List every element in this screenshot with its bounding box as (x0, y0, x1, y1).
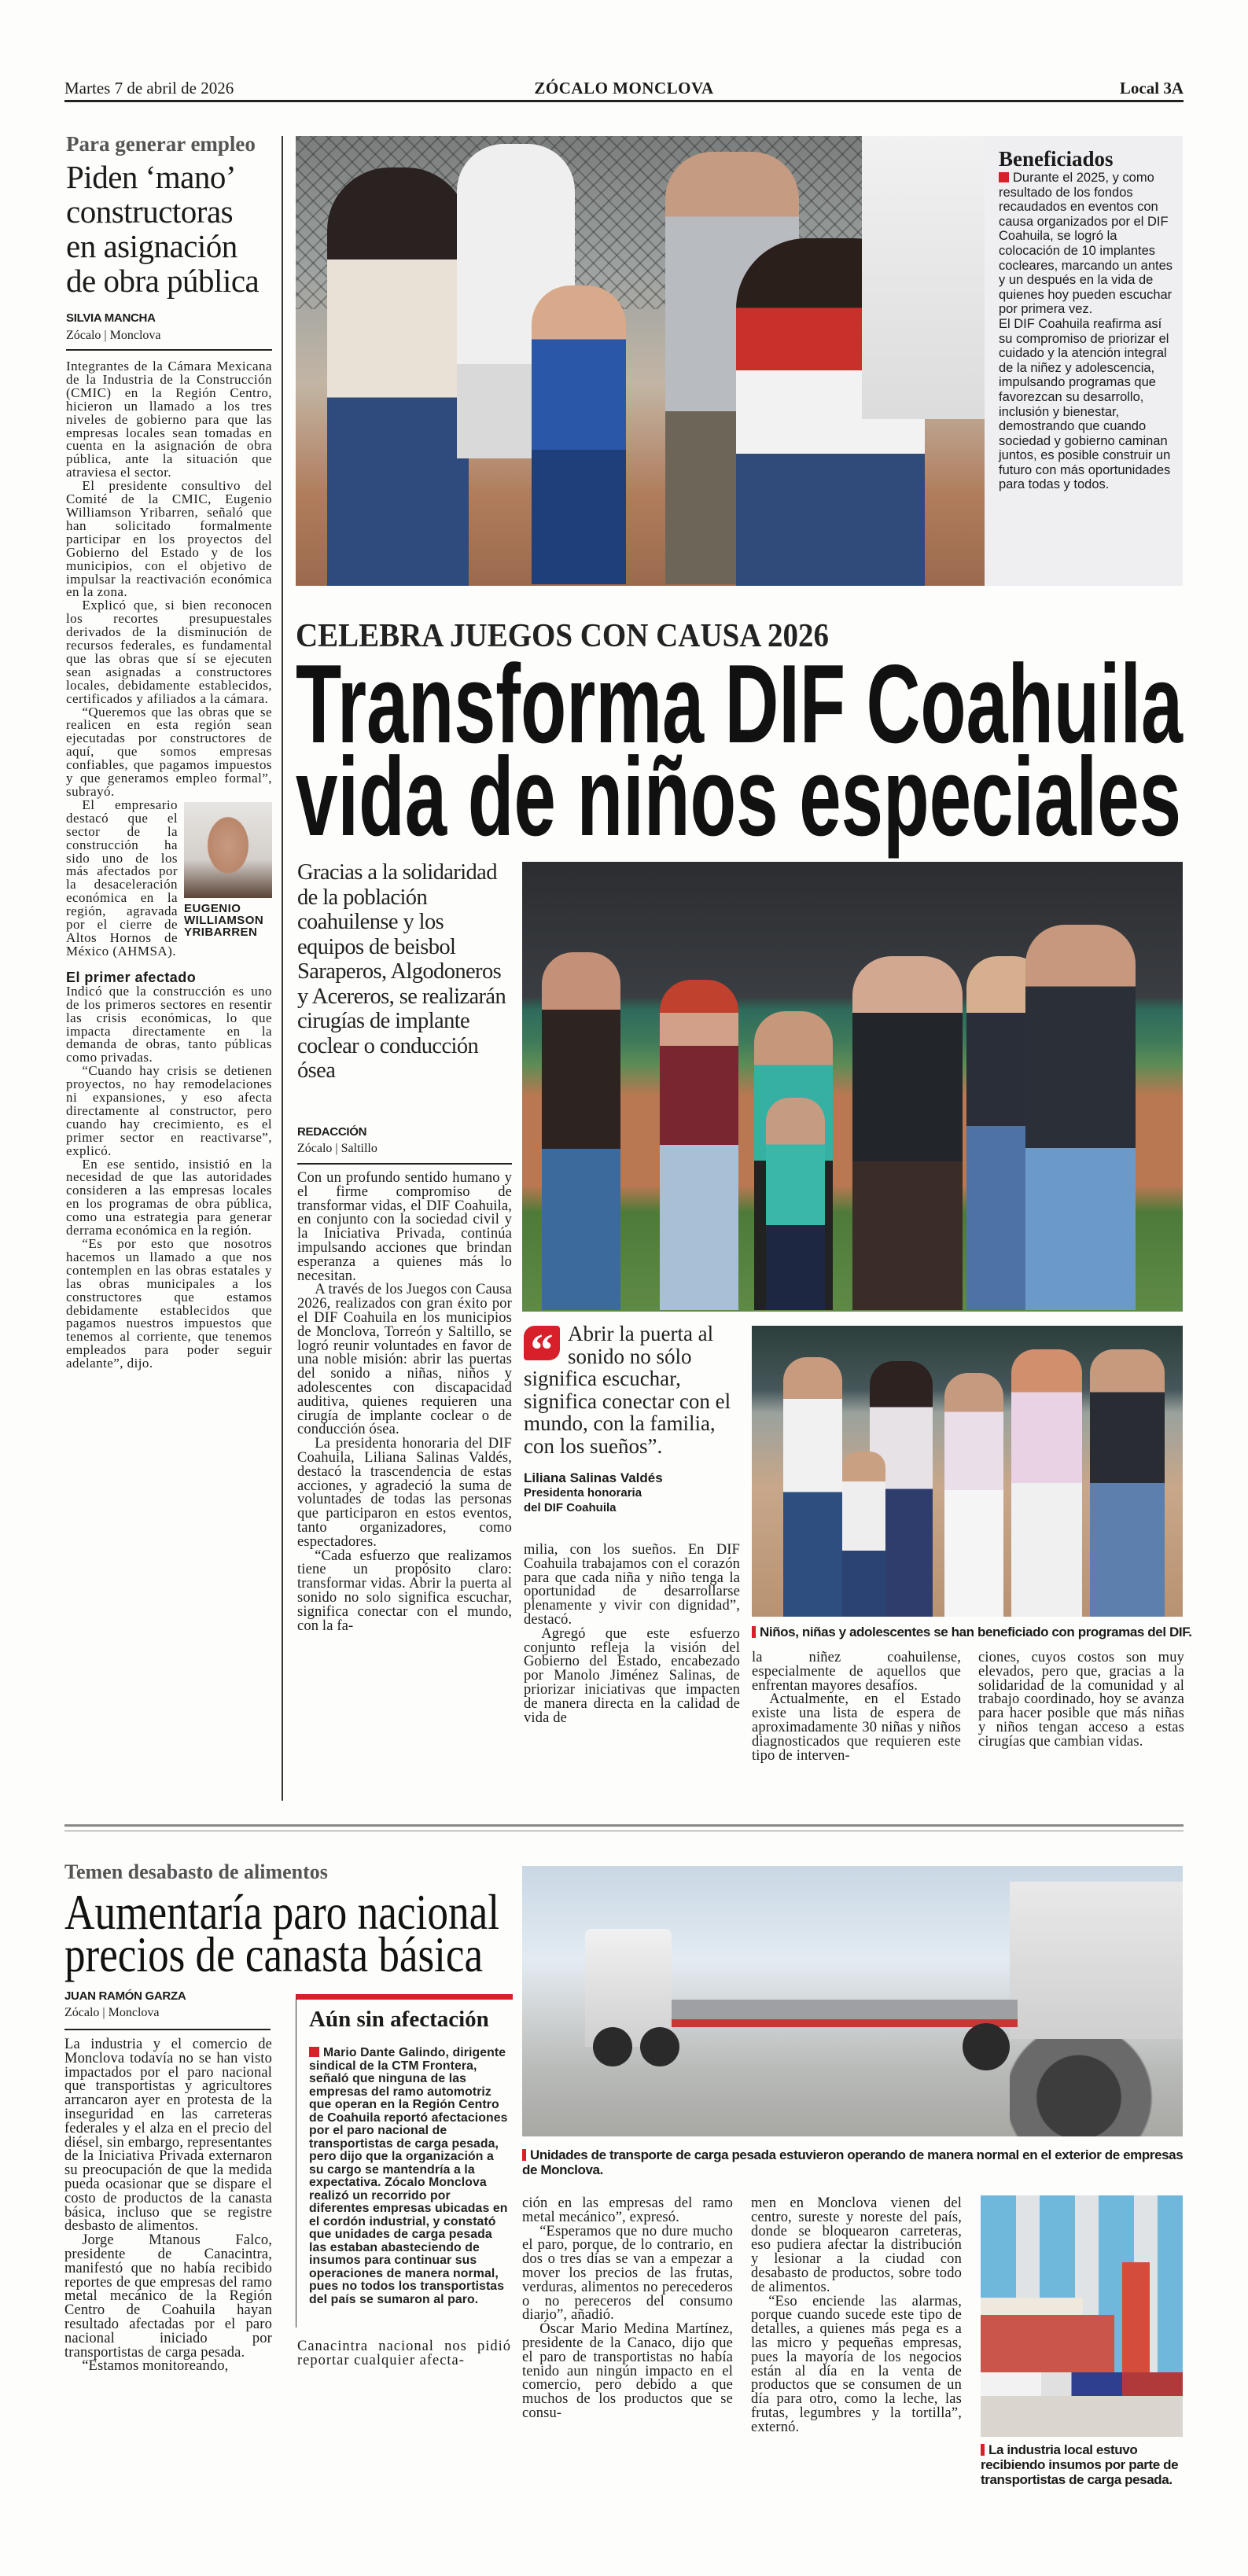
paragraph: milia, con los sueños. En DIF Coahuila trabajamos con el corazón para que cada niña y niño tenga la oportunidad de desarrollarse plenamente y vivir con dignidad”, destacó. (524, 1542, 740, 1628)
photo-baseball-event (296, 136, 985, 586)
paragraph: men en Monclova vienen del centro, sureste y noreste del país, donde se bloquearon carreteras, eso pudiera afectar la distribución y lesionar a la ciudad con desabasto de productos, sobre todo de alimentos. (751, 2195, 962, 2295)
story3-location: Zócalo | Monclova (64, 2006, 160, 2019)
quote-text: Abrir la puerta al sonido no sólo significa escuchar, significa conectar con el mundo, con la familia, con los sueños”. (524, 1322, 731, 1458)
paragraph: En ese sentido, insistió en la necesidad de que las autoridades consideren a las empresas locales en los programas de obra pública, como una estrategia para generar derrama económica en la región. (66, 1156, 272, 1238)
story1-location: Zócalo | Monclova (66, 329, 161, 342)
story3-body-col2 (297, 2340, 511, 2387)
caption-marker-icon (522, 2149, 526, 2161)
headline-line: Piden ‘mano’ (66, 159, 237, 195)
photo-caption (752, 1625, 1192, 1639)
byline-rule (66, 349, 272, 351)
paragraph: “Estamos monitoreando, (82, 2358, 229, 2375)
paragraph: El presidente consultivo del Comité de la CMIC, Eugenio Williamson Yribarren, señaló que han solicitado formalmente participar en los proyectos del Gobierno del Estado y de los municipios, con el objetivo de impulsar la reactivación económica en la zona. (66, 478, 272, 600)
paragraph: “Cuando hay crisis se detienen proyectos, no hay remodelaciones ni expansiones, y eso afecta directamente al constructor, pero cuando hay crecimiento, es el primer sector en reactivarse”, explicó. (66, 1063, 272, 1158)
story2-headline-line: Transforma DIF Coahuila (296, 642, 1184, 767)
headline-line: de obra pública (66, 263, 260, 299)
story1-kicker: Para generar empleo (66, 132, 256, 156)
bullet-square-icon (999, 172, 1009, 182)
paragraph: la niñez coahuilense, especialmente de aquellos que enfrentan mayores desafíos. (752, 1650, 961, 1694)
story2-headline-block (296, 613, 1184, 857)
headline-line: Aumentaría paro nacional (64, 1884, 499, 1940)
sidebar-title: Beneficiados (999, 147, 1114, 171)
story3-body-col1 (64, 2038, 272, 2494)
paragraph: Con un profundo sentido humano y el firme compromiso de transformar vidas, el DIF Coahuila, en conjunto con la sociedad civil y la Iniciativa Privada, continúa impulsando acciones que brindan esperanza a quienes más lo necesitan. (297, 1170, 512, 1284)
mugshot-caption: EUGENIO WILLIAMSON YRIBARREN (184, 901, 264, 939)
byline-rule (64, 2029, 271, 2030)
headline-line: constructoras (66, 193, 234, 230)
quote-mark-icon: “ (524, 1326, 560, 1360)
paragraph: Óscar Mario Medina Martínez, presidente de la Canaco, dijo que el paro de transportistas no había tenido aun ningún impacto en el comercio, pero debido a que muchos de los productos que se consu- (522, 2321, 733, 2421)
paragraph: “Queremos que las obras que se realicen en esta región sean ejecutadas por constructores de aquí, que somos empresas confiables, que pagamos impuestos y que generamos empleo formal”, subrayó. (66, 704, 272, 799)
section-separator (64, 1824, 1184, 1827)
photo-industrial-plant (981, 2195, 1183, 2437)
paragraph: ción en las empresas del ramo metal mecánico”, expresó. (522, 2195, 733, 2225)
caption-text: Niños, niñas y adolescentes se han beneficiado con programas del DIF. (760, 1625, 1192, 1639)
box-title: Aún sin afectación (309, 2007, 489, 2032)
header-rule (64, 100, 1184, 102)
story2-headline-line: vida de niños especiales (296, 734, 1181, 859)
story1-body (66, 360, 272, 1799)
sidebar-text (999, 171, 1175, 317)
paragraph: A través de los Juegos con Causa 2026, realizados con gran éxito por el DIF Coahuila en los municipios de Monclova, Torreón y Saltillo, se logró reunir voluntades en favor de una noble misión: abrir las puertas del sonido a niñas, niños y adolescentes con discapacidad auditiva, quienes requieren una cirugía de implante coclear o de conducción ósea. (297, 1282, 512, 1438)
sidebar-box-aun-sin-afectacion (296, 1994, 513, 2328)
story2-body-col2 (524, 1544, 740, 1803)
story3-byline: JUAN RAMÓN GARZA (64, 1989, 186, 2003)
sidebar-paragraph: Durante el 2025, y como resultado de los fondos recaudados en eventos con causa organizados por el DIF Coahuila, se logró la colocación de 10 implantes cocleares, marcando un antes y un después en la vida de quienes hoy pueden escuchar por primera vez. (999, 171, 1173, 317)
newspaper-name: ZÓCALO MONCLOVA (534, 79, 714, 98)
box-text (309, 2047, 508, 2306)
paragraph: “Eso enciende las alarmas, porque cuando sucede este tipo de detalles, a quienes más pega es a las micro y pequeñas empresas, pues la mayoría de los negocios están al día en la venta de productos que se consumen de un día para otro, como la leche, las frutas, legumbres y la tortilla”, externó. (751, 2293, 962, 2435)
column-divider (282, 136, 283, 1801)
section-page: Local 3A (1119, 79, 1184, 98)
paragraph: “Es por esto que nosotros hacemos un llamado a que nos contemplen en las obras estatales y las obras municipales a los constructores que estamos debidamente establecidos que pagamos nuestros impuestos que tenemos al corriente, que tenemos empleados para poder seguir adelante”, dijo. (66, 1236, 272, 1371)
paragraph: La presidenta honoraria del DIF Coahuila, Liliana Salinas Valdés, destacó la trascendencia de estas acciones, y agradeció la suma de voluntades de todas las personas que participaron en estos eventos, tanto organizadores, como espectadores. (297, 1436, 512, 1550)
photo-trucks (522, 1866, 1183, 2136)
subhead: El primer afectado (66, 969, 197, 985)
mugshot-photo (184, 802, 272, 898)
story2-body-col3 (752, 1651, 961, 1801)
story2-byline: REDACCIÓN (297, 1125, 367, 1139)
story2-body-col1 (297, 1172, 512, 1801)
photo-caption (981, 2442, 1185, 2487)
mugshot (184, 802, 272, 938)
paragraph: Explicó que, si bien reconocen los recortes presupuestales derivados de la disminución de recursos federales, es fundamental que las obras que sí se ejecuten sean asignadas a constructores locales, debidamente establecidos, certificados y afiliados a la cámara. (66, 598, 272, 706)
headline-line: precios de canasta básica (64, 1926, 483, 1982)
issue-date: Martes 7 de abril de 2026 (64, 79, 234, 98)
paragraph: Indicó que la construcción es uno de los primeros sectores en resentir las crisis económicas, lo que impacta directamente en la demanda de obras, tanto públicas como privadas. (66, 983, 272, 1065)
paragraph: ciones, cuyos costos son muy elevados, pero que, gracias a la solidaridad de la comunidad y al trabajo coordinado, hoy se avanza para hacer posible que más niñas y niños tengan acceso a estas cirugías que cambian vidas. (978, 1650, 1184, 1750)
quote-role: Presidenta honoraria del DIF Coahuila (524, 1486, 642, 1514)
quote-author: Liliana Salinas Valdés (524, 1470, 663, 1485)
photo-children-group (752, 1326, 1183, 1617)
paragraph: El empresario destacó que el sector de la construcción ha sido uno de los más afectados por la desaceleración económica en la región, agravada por el cierre de Altos Hornos de México (AHMSA). (66, 797, 178, 959)
paragraph: Integrantes de la Cámara Mexicana de la Industria de la Construcción (CMIC) en la Región Centro, hicieron un llamado a los tres niveles de gobierno para que las empresas locales sean tomadas en cuenta en la asignación de obra pública, ante la situación que atraviesa el sector. (66, 359, 272, 480)
bullet-square-icon (309, 2047, 319, 2057)
story3-headline (64, 1883, 513, 1985)
headline-line: en asignación (66, 228, 237, 264)
paragraph: Agregó que este esfuerzo conjunto refleja la visión del Gobierno del Estado, encabezado por Manolo Jiménez Salinas, de priorizar iniciativas que impacten de manera directa en la calidad de vida de (524, 1625, 740, 1726)
sidebar-paragraph: El DIF Coahuila reafirma así su compromiso de priorizar el cuidado y la atención integral de la niñez y adolescencia, impulsando programas que favorezcan su desarrollo, inclusión y bienestar, demostrando que cuando sociedad y gobierno caminan juntos, es posible construir un futuro con más oportunidades para todas y todos. (999, 316, 1171, 492)
box-paragraph: Mario Dante Galindo, dirigente sindical de la CTM Frontera, señaló que ninguna de las empresas del ramo automotriz que operan en la Región Centro de Coahuila reportó afectaciones por el paro nacional de transportistas de carga pesada, pero dijo que la organización a su cargo se mantendría a la expectativa. Zócalo Monclova realizó un recorrido por diferentes empresas ubicadas en el cordón industrial, y constató que unidades de carga pesada las estaban abasteciendo de insumos para continuar sus operaciones de manera normal, pues no todos los transportistas del país se sumaron al paro. (309, 2046, 508, 2306)
paragraph: “Esperamos que no dure mucho el paro, porque, de lo contrario, en dos o tres días se van a empezar a mover los precios de las frutas, verduras, alimentos no perecederos o no pereceros del consumo diario”, añadió. (522, 2223, 733, 2324)
photo-caption (522, 2147, 1184, 2177)
story3-body-col3 (522, 2197, 733, 2488)
pull-quote (524, 1323, 744, 1457)
story2-deck: Gracias a la solidaridad de la población coahuilense y los equipos de beisbol Saraperos, Algodoneros y Acereros, se realizarán cirugías de implante coclear o conducción ósea (297, 860, 506, 1083)
story2-kicker: CELEBRA JUEGOS CON CAUSA 2026 (296, 618, 829, 654)
caption-marker-icon (752, 1626, 756, 1638)
story1-byline: SILVIA MANCHA (66, 311, 156, 325)
paragraph: La industria y el comercio de Monclova todavía no se han visto impactados por el paro nacional que transportistas y agricultores arrancaron ayer en protesta de la inseguridad en las carreteras federales y el alza en el precio del diésel, sin embargo, representantes de la Iniciativa Privada externaron su preocupación de que la medida pueda ocasionar que se dispare el costo de productos de la canasta básica, incluso que se registre desbasto de alimentos. (64, 2037, 272, 2235)
story3-kicker: Temen desabasto de alimentos (64, 1860, 328, 1883)
story2-location: Zócalo | Saltillo (297, 1142, 377, 1155)
story2-body-col4 (978, 1651, 1184, 1801)
byline-rule (297, 1163, 512, 1165)
paragraph: Canacintra nacional nos pidió reportar cualquier afecta- (297, 2339, 511, 2368)
story1-headline (66, 160, 278, 298)
paragraph: Jorge Mtanous Falco, presidente de Canacintra, manifestó que no había recibido reportes de que empresas del ramo metal mecánico de la Región Centro de Coahuila hayan resultado afectadas por el paro nacional iniciado por transportistas de carga pesada. (64, 2232, 272, 2361)
quote-attribution (524, 1470, 744, 1515)
caption-text: La industria local estuvo recibiendo insumos por parte de transportistas de carga pesada. (981, 2442, 1179, 2487)
paragraph: “Cada esfuerzo que realizamos tiene un propósito claro: transformar vidas. Abrir la puerta al sonido no solo significa escuchar, significa conectar con el mundo, con la fa- (297, 1547, 512, 1634)
story3-body-col4 (751, 2197, 962, 2488)
caption-marker-icon (981, 2444, 985, 2456)
caption-text: Unidades de transporte de carga pesada estuvieron operando de manera normal en el exterior de empresas de Monclova. (522, 2147, 1184, 2177)
photo-award-ceremony (522, 862, 1183, 1312)
beneficiados-sidebar (985, 136, 1183, 586)
paragraph: Actualmente, en el Estado existe una lista de espera de aproximadamente 30 niñas y niños diagnosticados que requieren este tipo de interven- (752, 1691, 961, 1764)
